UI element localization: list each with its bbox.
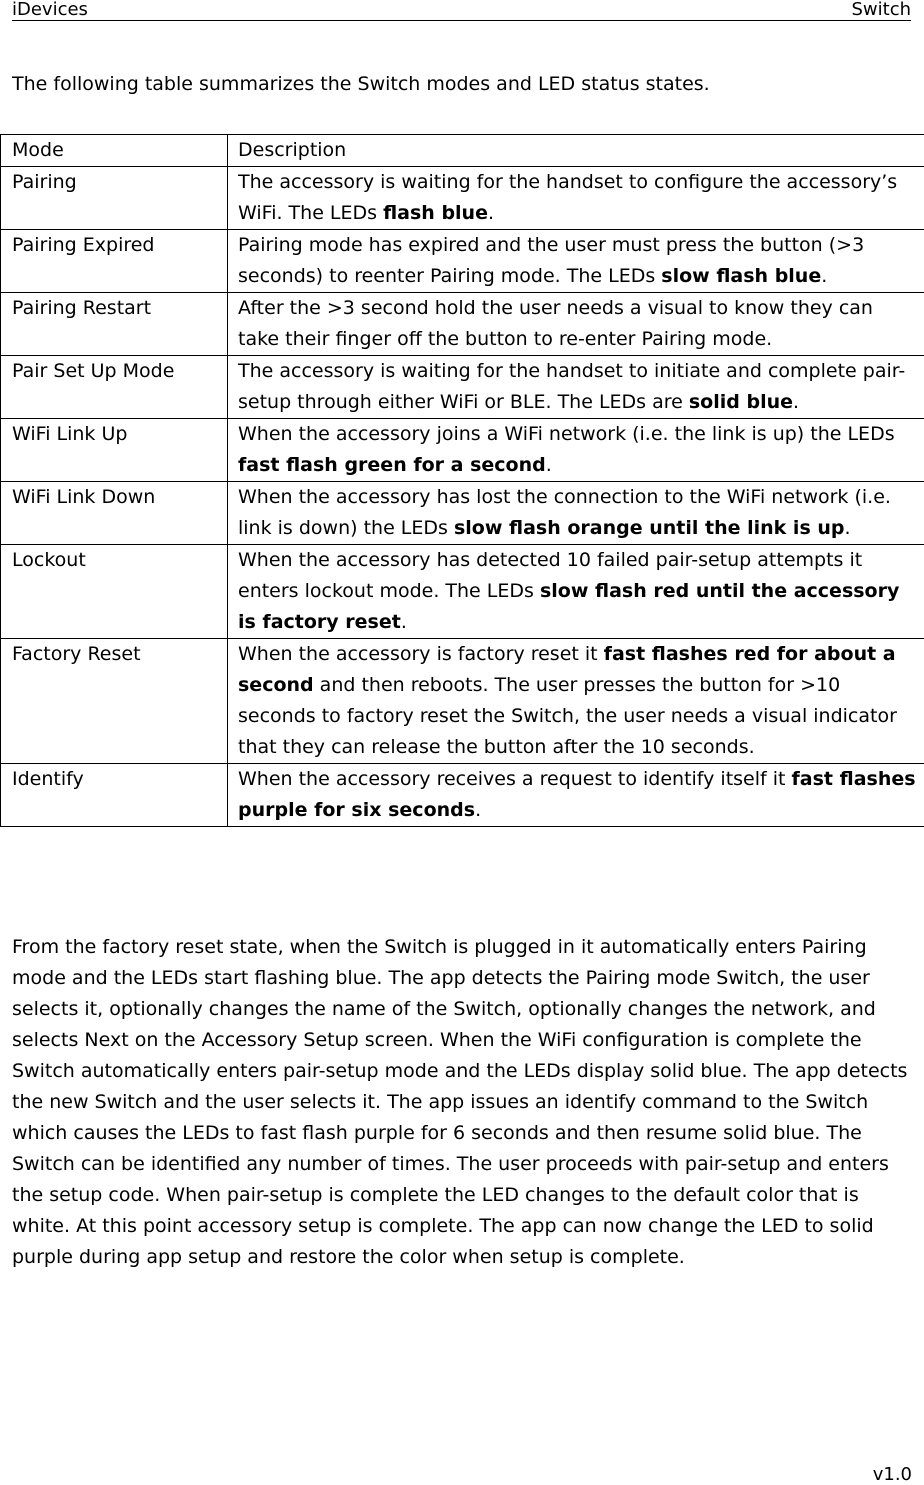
table-row	[1, 167, 924, 230]
version-label: v1.0	[872, 1464, 912, 1485]
description-text: The accessory is waiting for the handset to initiate and complete pair-setup through either WiFi or BLE. The LEDs are	[238, 360, 906, 413]
led-state-emphasis: flash blue	[383, 202, 488, 224]
description-text-end: .	[844, 517, 851, 539]
table-row	[1, 639, 924, 764]
header-company: iDevices	[12, 0, 88, 20]
description-text-end: .	[475, 799, 482, 821]
mode-cell: WiFi Link Up	[1, 419, 228, 482]
description-text-end: .	[793, 391, 800, 413]
mode-cell: WiFi Link Down	[1, 482, 228, 545]
description-text: When the accessory receives a request to identify itself it	[238, 768, 792, 790]
mode-cell: Pairing	[1, 167, 228, 230]
description-text-end: .	[545, 454, 552, 476]
description-text: When the accessory joins a WiFi network (i.e. the link is up) the LEDs	[238, 423, 895, 445]
description-cell	[228, 482, 924, 545]
description-text: When the accessory has detected 10 failed pair-setup attempts it enters lockout mode. The LEDs	[238, 549, 863, 602]
mode-cell: Identify	[1, 764, 228, 827]
mode-cell: Factory Reset	[1, 639, 228, 764]
table-header-row	[1, 135, 924, 167]
table-row	[1, 545, 924, 639]
description-cell	[228, 419, 924, 482]
description-text-end: .	[821, 265, 828, 287]
led-state-emphasis: solid blue	[688, 391, 794, 413]
table-row	[1, 419, 924, 482]
description-cell	[228, 293, 924, 356]
description-text: When the accessory has lost the connection to the WiFi network (i.e. link is down) the LEDs	[238, 486, 891, 539]
table-row	[1, 230, 924, 293]
led-state-emphasis: slow flash orange until the link is up	[453, 517, 845, 539]
description-cell	[228, 167, 924, 230]
table-row	[1, 356, 924, 419]
mode-cell: Pairing Expired	[1, 230, 228, 293]
description-text: Pairing mode has expired and the user must press the button (>3 seconds) to reenter Pairing mode. The LEDs	[238, 234, 865, 287]
description-text-end: .	[487, 202, 495, 224]
table-row	[1, 764, 924, 827]
column-header-description: Description	[228, 135, 924, 167]
mode-cell: Pairing Restart	[1, 293, 228, 356]
led-state-emphasis: slow flash red until the accessory is factory reset	[238, 580, 900, 633]
led-state-emphasis: fast flashes purple for six seconds	[238, 768, 916, 821]
intro-paragraph: The following table summarizes the Switch modes and LED status states.	[12, 73, 710, 95]
summary-paragraph: From the factory reset state, when the Switch is plugged in it automatically enters Pairing mode and the LEDs start flashing blue. The app detects the Pairing mode Switch, the user selects it, optionally changes the name of the Switch, optionally changes the network, and selects Next on the Accessory Setup screen. When the WiFi configuration is complete the Switch automatically enters pair-setup mode and the LEDs display solid blue. The app detects the new Switch and the user selects it. The app issues an identify command to the Switch which causes the LEDs to fast flash purple for 6 seconds and then resume solid blue. The Switch can be identified any number of times. The user proceeds with pair-setup and enters the setup code. When pair-setup is complete the LED changes to the default color that is white. At this point accessory setup is complete. The app can now change the LED to solid purple during app setup and restore the color when setup is complete.	[12, 936, 908, 1268]
description-cell	[228, 639, 924, 764]
table-body	[1, 167, 924, 827]
page-header	[12, 0, 911, 21]
description-cell	[228, 545, 924, 639]
description-text: After the >3 second hold the user needs a visual to know they can take their finger off the button to re-enter Pairing mode.	[238, 297, 873, 350]
mode-cell: Lockout	[1, 545, 228, 639]
header-product: Switch	[851, 0, 911, 20]
column-header-mode: Mode	[1, 135, 228, 167]
description-cell	[228, 230, 924, 293]
description-text-end: and then reboots. The user presses the button for >10 seconds to factory reset the Switch, the user needs a visual indicator that they can release the button after the 10 seconds.	[238, 674, 897, 758]
description-text: The accessory is waiting for the handset to configure the accessory’s WiFi. The LEDs	[238, 171, 898, 224]
table-row	[1, 482, 924, 545]
description-text: When the accessory is factory reset it	[238, 643, 604, 665]
led-state-emphasis: fast flash green for a second	[238, 454, 546, 476]
led-state-emphasis: slow flash blue	[661, 265, 822, 287]
table-row	[1, 293, 924, 356]
modes-table	[0, 134, 924, 827]
description-cell	[228, 764, 924, 827]
description-cell	[228, 356, 924, 419]
led-state-emphasis: fast flashes red for about a second	[238, 643, 896, 696]
description-text-end: .	[400, 611, 407, 633]
mode-cell: Pair Set Up Mode	[1, 356, 228, 419]
